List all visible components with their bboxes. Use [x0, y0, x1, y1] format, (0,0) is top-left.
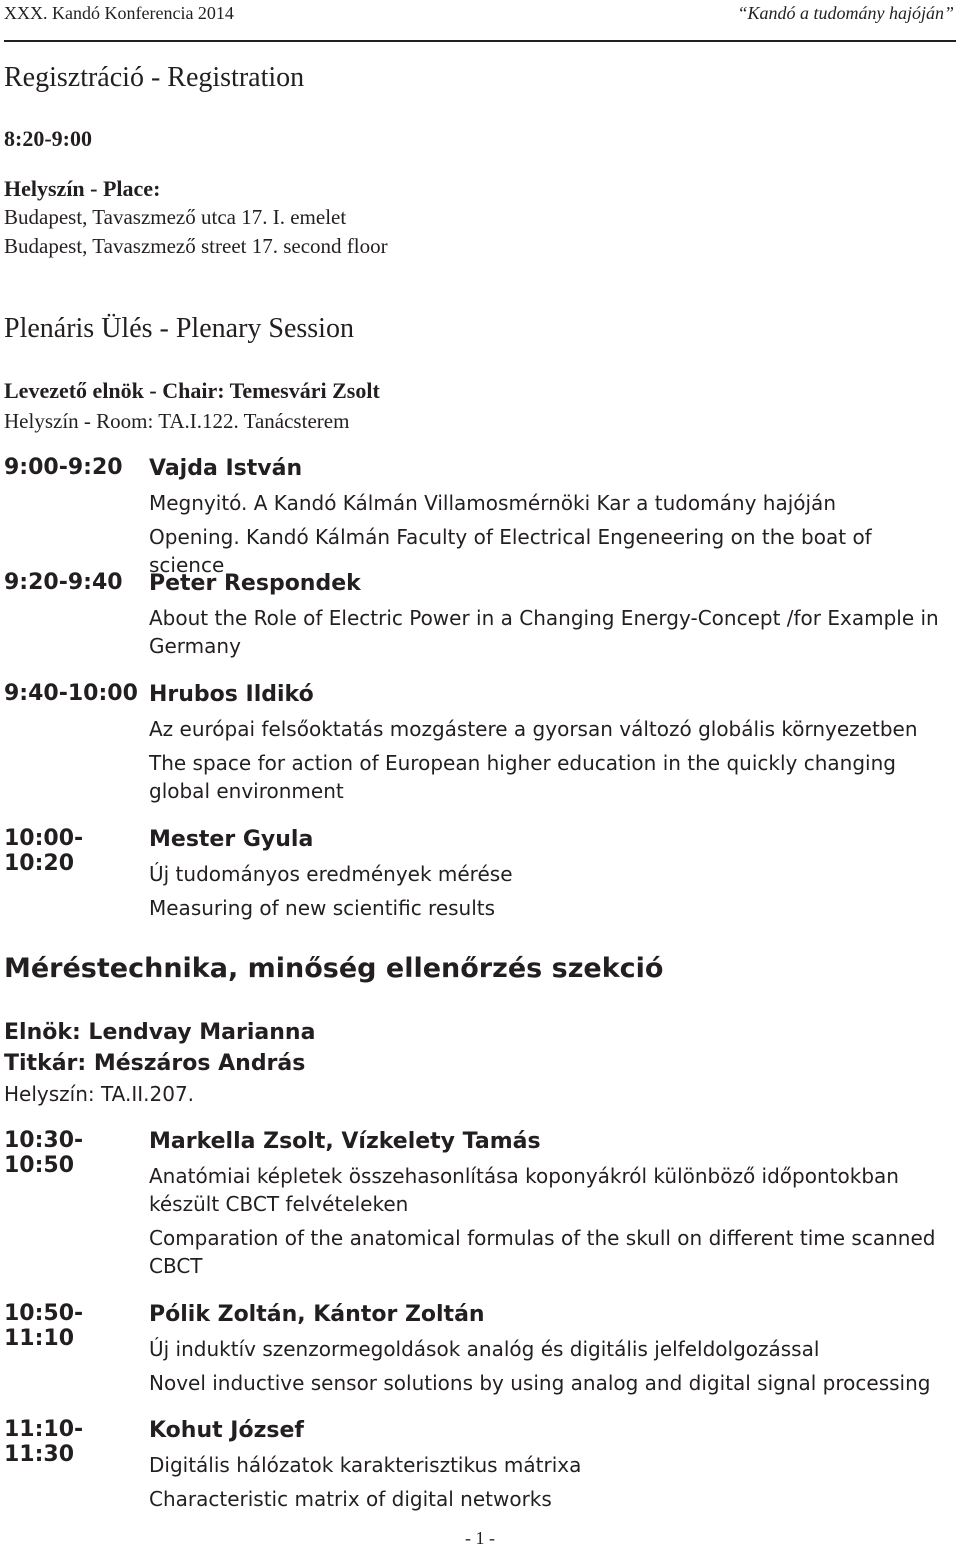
slot-title-en: The space for action of European higher education in the quickly changing global environment [149, 751, 896, 803]
slot-time: 9:40-10:00 [4, 681, 138, 706]
slot-speaker: Peter Respondek [149, 571, 361, 596]
slot-time: 9:20-9:40 [4, 570, 123, 595]
slot-speaker: Markella Zsolt, Vízkelety Tamás [149, 1129, 541, 1154]
slot-title-en: Measuring of new scientific results [149, 896, 496, 920]
slot-speaker: Mester Gyula [149, 827, 314, 852]
section-title: Méréstechnika, minőség ellenőrzés szekció [4, 953, 664, 984]
slot-title-hu: Digitális hálózatok karakterisztikus mátrixa [149, 1453, 582, 1477]
conference-name: XXX. Kandó Konferencia 2014 [4, 3, 234, 23]
page-number: - 1 - [465, 1528, 495, 1548]
slot-speaker: Pólik Zoltán, Kántor Zoltán [149, 1302, 485, 1327]
registration-address-en: Budapest, Tavaszmező street 17. second floor [4, 234, 388, 258]
slot-title-hu: Új tudományos eredmények mérése [149, 862, 513, 886]
plenary-room: Helyszín - Room: TA.I.122. Tanácsterem [4, 409, 350, 433]
slot-title-hu: Új induktív szenzormegoldások analóg és digitális jelfeldolgozással [149, 1337, 820, 1361]
slot-time: 10:00-10:20 [4, 826, 84, 876]
slot-title-en: Opening. Kandó Kálmán Faculty of Electrical Engeneering on the boat of science [149, 525, 872, 577]
section-room: Helyszín: TA.II.207. [4, 1082, 195, 1106]
slot-title-en: About the Role of Electric Power in a Changing Energy-Concept /for Example in Germany [149, 606, 939, 658]
slot-title-en: Characteristic matrix of digital networks [149, 1487, 552, 1511]
registration-address-hu: Budapest, Tavaszmező utca 17. I. emelet [4, 205, 347, 229]
slot-title-hu: Megnyitó. A Kandó Kálmán Villamosmérnöki Kar a tudomány hajóján [149, 491, 836, 515]
slot-title-en: Comparation of the anatomical formulas of the skull on different time scanned CBCT [149, 1226, 936, 1278]
slot-speaker: Vajda István [149, 456, 303, 481]
registration-title: Regisztráció - Registration [4, 62, 305, 93]
conference-motto: “Kandó a tudomány hajóján” [737, 3, 954, 23]
section-chair: Elnök: Lendvay Marianna [4, 1020, 316, 1045]
slot-title-en: Novel inductive sensor solutions by using analog and digital signal processing [149, 1371, 931, 1395]
slot-time: 10:30-10:50 [4, 1128, 84, 1178]
registration-place-label: Helyszín - Place: [4, 176, 161, 201]
slot-title-hu: Anatómiai képletek összehasonlítása koponyákról különböző időpontokban készült CBCT felvételeken [149, 1164, 899, 1216]
slot-time: 9:00-9:20 [4, 455, 123, 480]
registration-time: 8:20-9:00 [4, 126, 92, 151]
plenary-title: Plenáris Ülés - Plenary Session [4, 313, 354, 344]
slot-speaker: Hrubos Ildikó [149, 682, 314, 707]
slot-speaker: Kohut József [149, 1418, 304, 1443]
slot-title-hu: Az európai felsőoktatás mozgástere a gyorsan változó globális környezetben [149, 717, 918, 741]
section-secretary: Titkár: Mészáros András [4, 1051, 306, 1076]
page-header [4, 0, 956, 42]
plenary-chair: Levezető elnök - Chair: Temesvári Zsolt [4, 378, 380, 403]
slot-time: 10:50-11:10 [4, 1301, 84, 1351]
slot-time: 11:10-11:30 [4, 1417, 84, 1467]
